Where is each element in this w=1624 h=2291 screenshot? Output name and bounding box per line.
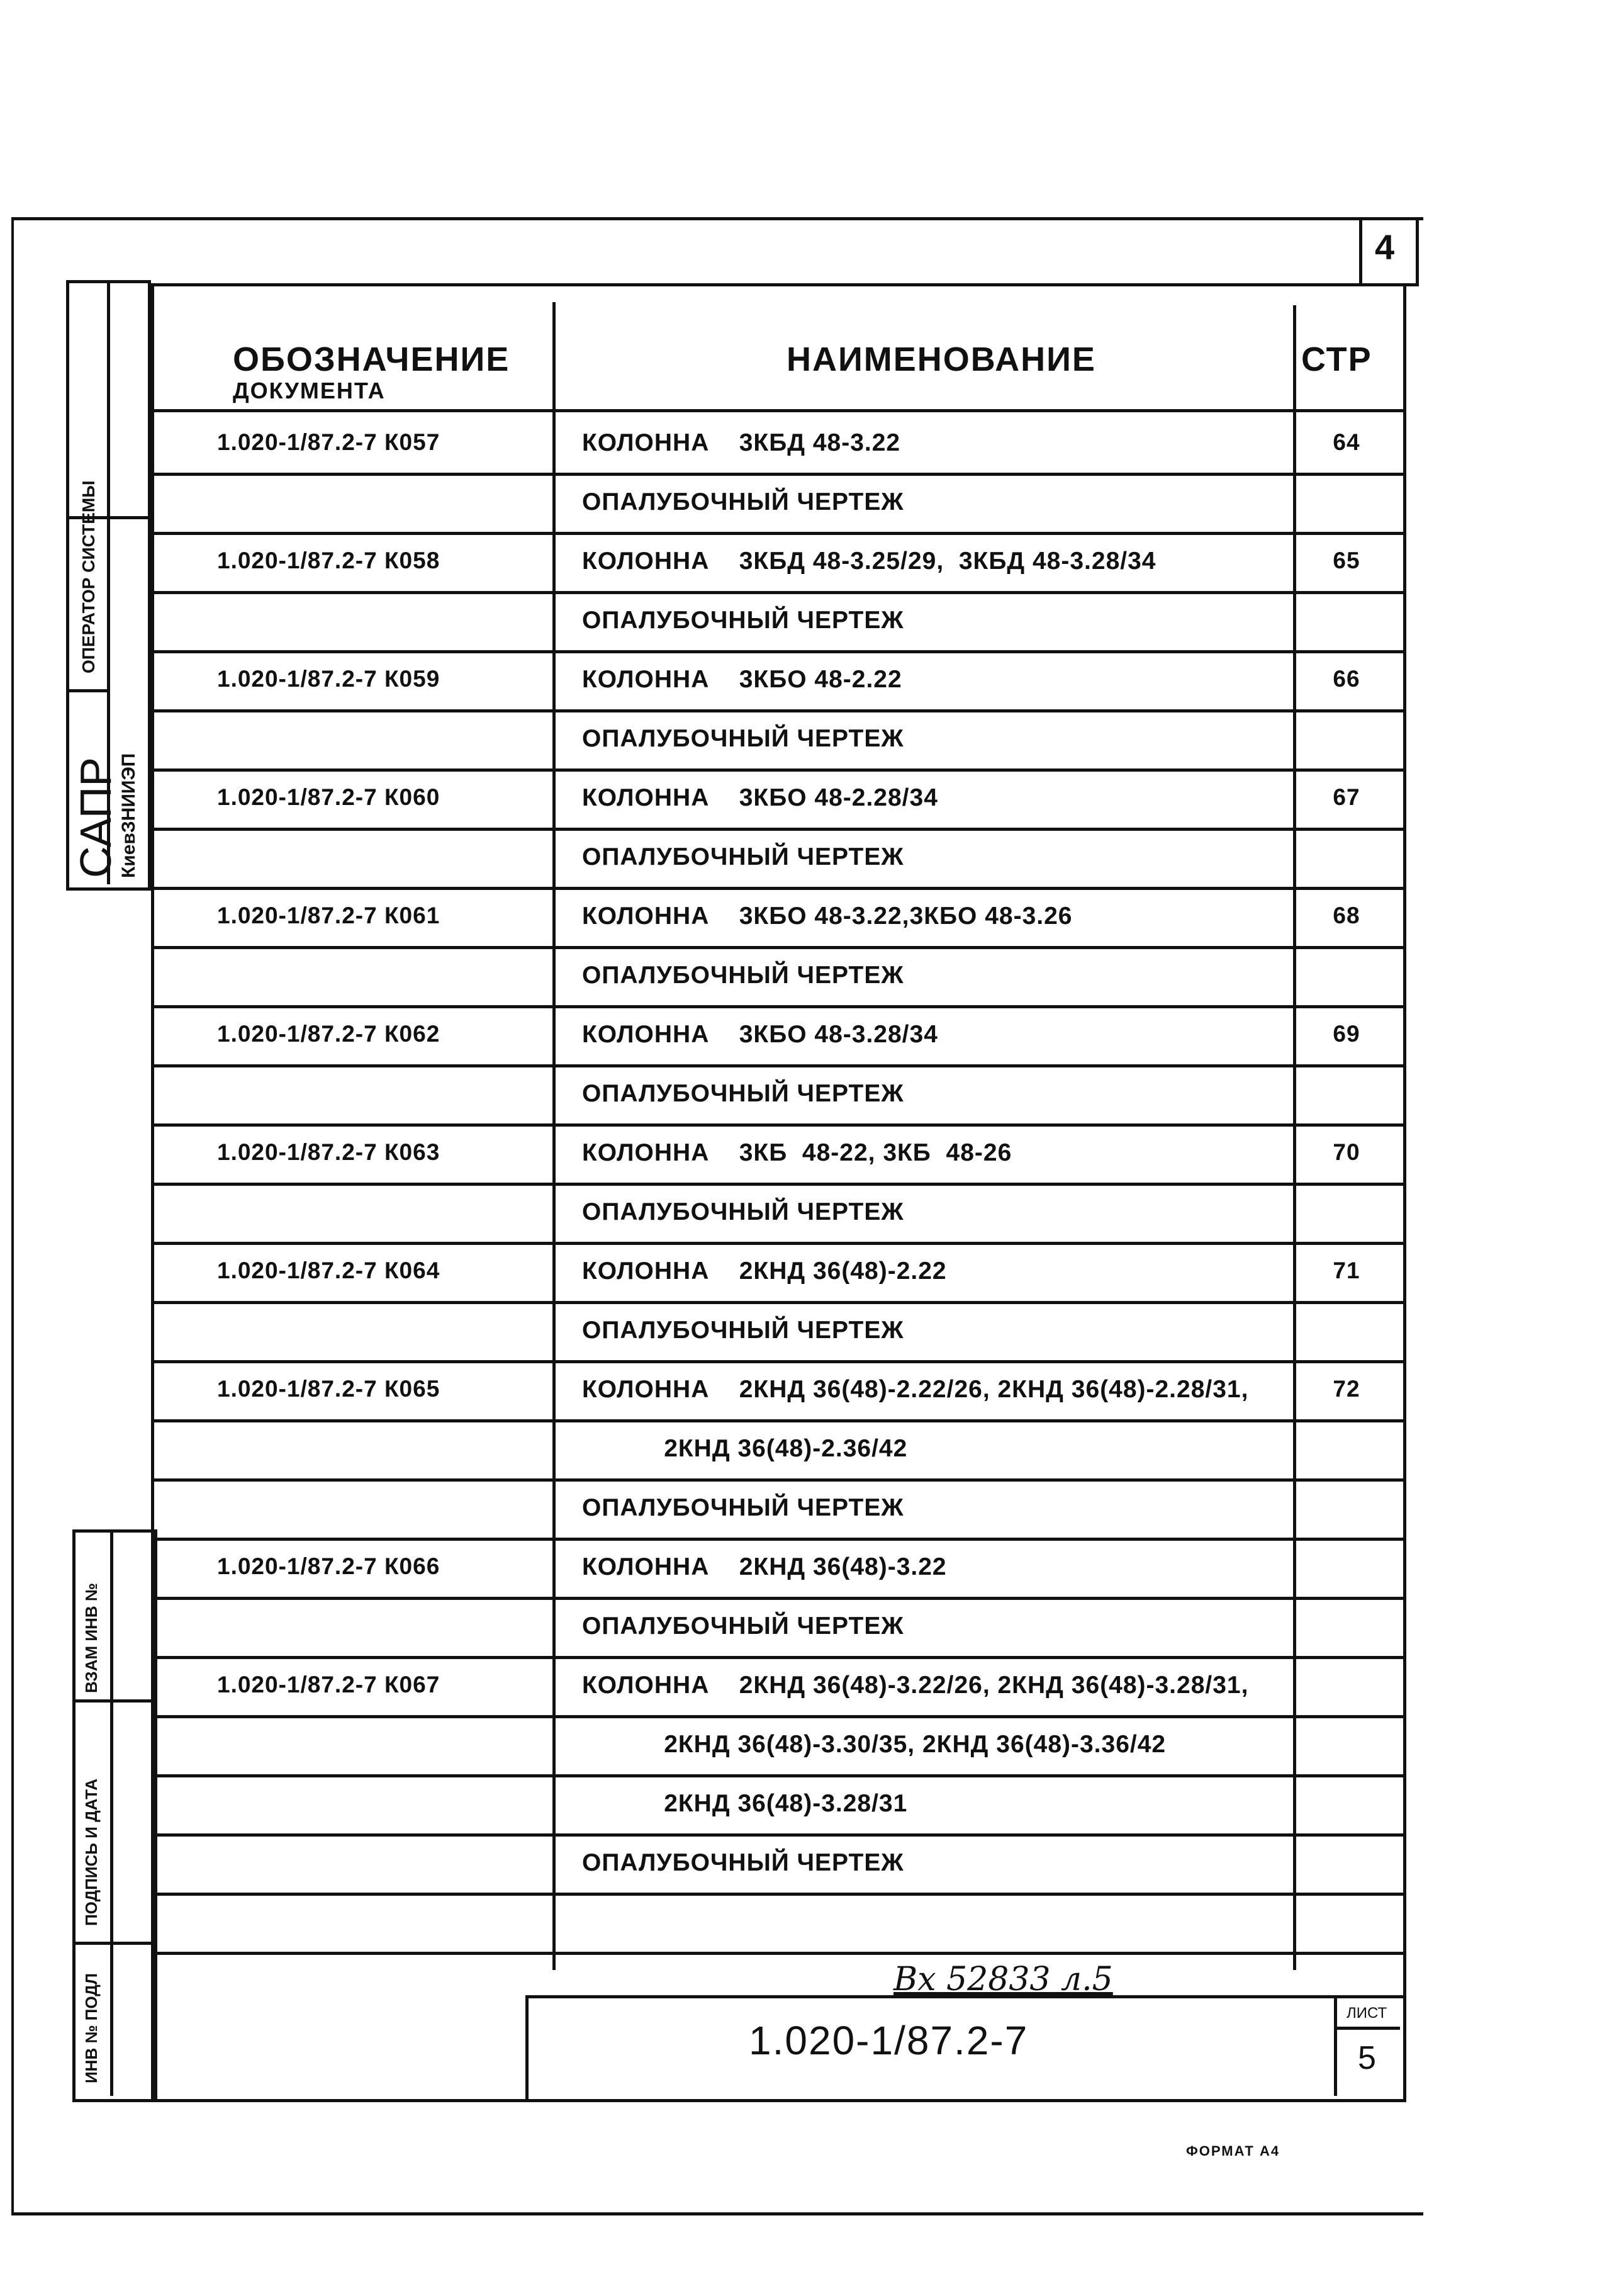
col-divider-2 (1293, 305, 1296, 1970)
row-divider (151, 887, 1403, 890)
row-code: 1.020-1/87.2-7 К058 (217, 548, 440, 573)
institute-label: КиевЗНИИЭП (118, 753, 139, 878)
page-corner-number: 4 (1375, 227, 1395, 267)
row-code: 1.020-1/87.2-7 К061 (217, 903, 440, 928)
row-divider (151, 946, 1403, 949)
handwritten-note: Вх 52833 л.5 (893, 1961, 1113, 1998)
sheet-label: ЛИСТ (1347, 2005, 1387, 2022)
row-page: 71 (1333, 1258, 1360, 1283)
sapr-label: САПР (71, 757, 120, 878)
row-code: 1.020-1/87.2-7 К059 (217, 666, 440, 692)
header-page: СТР (1301, 341, 1372, 378)
row-divider (151, 1301, 1403, 1304)
row-divider (151, 1419, 1403, 1422)
row-name: ОПАЛУБОЧНЫЙ ЧЕРТЕЖ (582, 1494, 904, 1521)
row-name: КОЛОННА 3КБО 48-2.28/34 (582, 784, 938, 811)
row-name: КОЛОННА 2КНД 36(48)-2.22/26, 2КНД 36(48)-2.28/31, (582, 1376, 1249, 1403)
row-name: ОПАЛУБОЧНЫЙ ЧЕРТЕЖ (582, 843, 904, 870)
row-divider (151, 1893, 1403, 1896)
row-divider (151, 650, 1403, 653)
row-divider (151, 532, 1403, 535)
row-divider (151, 1005, 1403, 1008)
operator-label: ОПЕРАТОР СИСТЕМЫ (79, 480, 98, 673)
row-name: ОПАЛУБОЧНЫЙ ЧЕРТЕЖ (582, 725, 904, 752)
row-name: КОЛОННА 3КБД 48-3.25/29, 3КБД 48-3.28/34 (582, 548, 1156, 575)
row-divider (151, 828, 1403, 831)
row-divider (151, 709, 1403, 712)
row-name: КОЛОННА 3КБ 48-22, 3КБ 48-26 (582, 1139, 1012, 1166)
row-divider (151, 1360, 1403, 1363)
header-designation: ОБОЗНАЧЕНИЕ (233, 341, 510, 378)
row-page: 64 (1333, 429, 1360, 455)
row-name: 2КНД 36(48)-3.30/35, 2КНД 36(48)-3.36/42 (582, 1731, 1167, 1758)
row-page: 70 (1333, 1139, 1360, 1165)
row-divider (151, 591, 1403, 594)
row-name: ОПАЛУБОЧНЫЙ ЧЕРТЕЖ (582, 1080, 904, 1107)
row-code: 1.020-1/87.2-7 К067 (217, 1672, 440, 1697)
row-divider (151, 1064, 1403, 1067)
vzam-inv-label: ВЗАМ ИНВ № (82, 1583, 101, 1693)
row-name: ОПАЛУБОЧНЫЙ ЧЕРТЕЖ (582, 1317, 904, 1344)
row-divider (151, 1833, 1403, 1837)
row-name: КОЛОННА 2КНД 36(48)-3.22/26, 2КНД 36(48)-3.28/31, (582, 1672, 1249, 1699)
row-divider (151, 1715, 1403, 1718)
row-page: 72 (1333, 1376, 1360, 1402)
row-divider (151, 1597, 1403, 1600)
row-divider (151, 1656, 1403, 1659)
row-code: 1.020-1/87.2-7 К063 (217, 1139, 440, 1165)
row-divider (151, 768, 1403, 772)
row-code: 1.020-1/87.2-7 К066 (217, 1553, 440, 1579)
inv-podl-label: ИНВ № ПОДЛ (82, 1973, 101, 2083)
row-name: ОПАЛУБОЧНЫЙ ЧЕРТЕЖ (582, 1198, 904, 1225)
row-name: 2КНД 36(48)-3.28/31 (582, 1790, 908, 1817)
row-name: ОПАЛУБОЧНЫЙ ЧЕРТЕЖ (582, 607, 904, 634)
header-name: НАИМЕНОВАНИЕ (787, 341, 1096, 378)
row-page: 67 (1333, 784, 1360, 810)
row-divider (151, 1774, 1403, 1777)
sheet-number: 5 (1358, 2040, 1376, 2076)
row-page: 66 (1333, 666, 1360, 692)
row-code: 1.020-1/87.2-7 К060 (217, 784, 440, 810)
row-page: 65 (1333, 548, 1360, 573)
row-divider (151, 1242, 1403, 1245)
row-code: 1.020-1/87.2-7 К064 (217, 1258, 440, 1283)
row-code: 1.020-1/87.2-7 К062 (217, 1021, 440, 1047)
row-divider (151, 1183, 1403, 1186)
row-name: 2КНД 36(48)-2.36/42 (582, 1435, 908, 1462)
format-label: ФОРМАТ А4 (1186, 2143, 1280, 2159)
row-name: ОПАЛУБОЧНЫЙ ЧЕРТЕЖ (582, 962, 904, 989)
stamp-designation: 1.020-1/87.2-7 (749, 2018, 1029, 2063)
row-divider (151, 1478, 1403, 1482)
row-name: КОЛОННА 2КНД 36(48)-2.22 (582, 1258, 947, 1285)
row-code: 1.020-1/87.2-7 К065 (217, 1376, 440, 1402)
row-name: КОЛОННА 3КБД 48-3.22 (582, 429, 901, 456)
row-name: КОЛОННА 3КБО 48-3.22,3КБО 48-3.26 (582, 903, 1073, 930)
row-divider (151, 473, 1403, 476)
row-name: КОЛОННА 2КНД 36(48)-3.22 (582, 1553, 947, 1580)
row-page: 69 (1333, 1021, 1360, 1047)
row-name: КОЛОННА 3КБО 48-3.28/34 (582, 1021, 938, 1048)
row-name: ОПАЛУБОЧНЫЙ ЧЕРТЕЖ (582, 1613, 904, 1640)
row-divider (151, 1952, 1403, 1955)
podpis-data-label: ПОДПИСЬ И ДАТА (82, 1778, 101, 1926)
row-name: КОЛОННА 3КБО 48-2.22 (582, 666, 902, 693)
col-divider-1 (552, 302, 556, 1970)
row-page: 68 (1333, 903, 1360, 928)
row-divider (151, 1123, 1403, 1127)
header-designation-2: ДОКУМЕНТА (233, 378, 386, 403)
row-divider (151, 1538, 1403, 1541)
row-name: ОПАЛУБОЧНЫЙ ЧЕРТЕЖ (582, 488, 904, 515)
row-code: 1.020-1/87.2-7 К057 (217, 429, 440, 455)
row-name: ОПАЛУБОЧНЫЙ ЧЕРТЕЖ (582, 1849, 904, 1876)
